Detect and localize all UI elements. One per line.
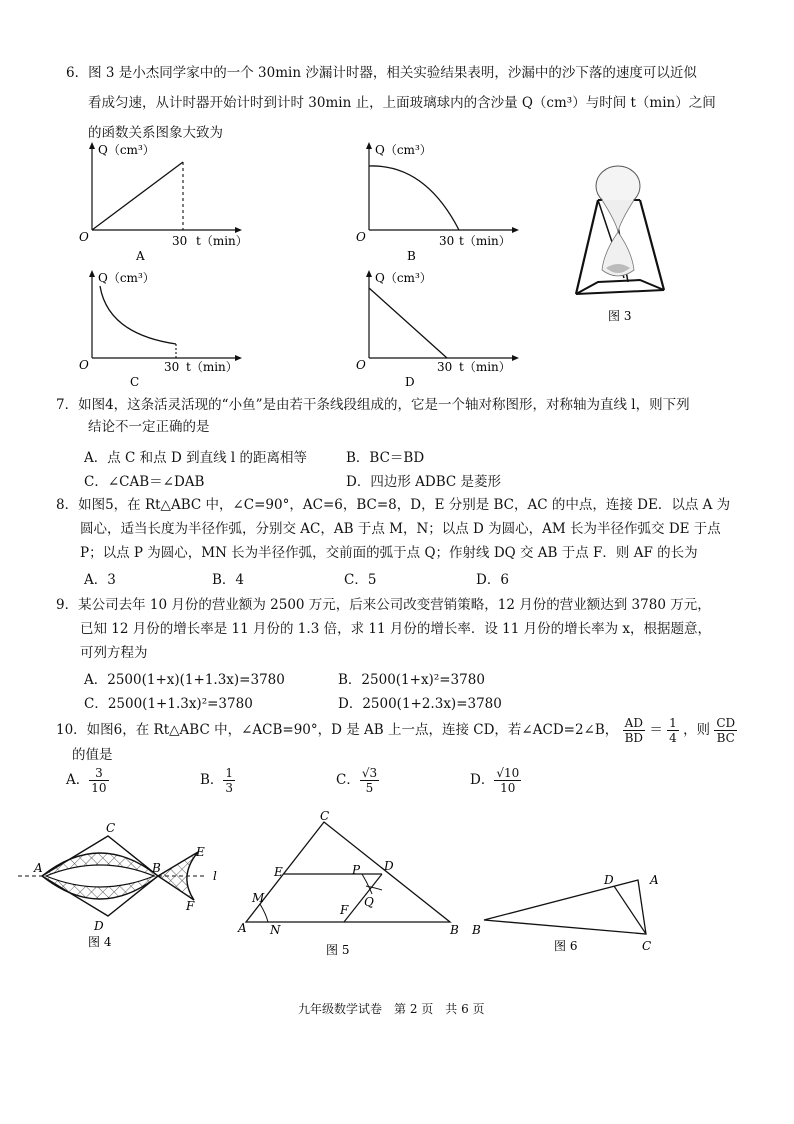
q8-line3: P；以点 P 为圆心，MN 长为半径作弧，交前面的弧于点 Q；作射线 DQ 交 AB 于点 F．则 AF 的长为 bbox=[80, 545, 698, 561]
q9-option-d: D．2500(1+2.3x)=3780 bbox=[338, 696, 502, 712]
graph-b-ylabel: Q（cm³） bbox=[375, 143, 432, 157]
fig4-label-d: D bbox=[94, 919, 104, 933]
graph-c bbox=[78, 268, 258, 393]
fig5-label-a: A bbox=[238, 921, 247, 935]
q8-line2: 圆心，适当长度为半径作弧，分别交 AC，AB 于点 M，N；以点 D 为圆心，AM 长为半径作弧交 DE 于点 bbox=[80, 521, 721, 537]
fig4-label-a: A bbox=[34, 861, 43, 875]
q10-option-d: D． $\frac{√10}{10}$ bbox=[470, 766, 520, 795]
q7-line1: 7．如图4，这条活灵活现的“小鱼”是由若干条线段组成的，它是一个轴对称图形，对称轴为直线 l，则下列 bbox=[56, 397, 690, 413]
figure-5-triangle bbox=[232, 809, 462, 964]
fig5-label-n: N bbox=[270, 923, 281, 937]
q7-option-c: C．∠CAB＝∠DAB bbox=[84, 474, 205, 490]
graph-a-caption: A bbox=[136, 249, 145, 263]
graph-b-xlabel: t（min） bbox=[459, 234, 511, 248]
fig6-label-a: A bbox=[650, 873, 659, 887]
graph-a-ylabel: Q（cm³） bbox=[98, 143, 155, 157]
graph-b-origin: O bbox=[356, 230, 366, 244]
graph-d-xlabel: t（min） bbox=[459, 360, 511, 374]
fig4-label-e: E bbox=[196, 845, 205, 859]
page-footer: 九年级数学试卷 第 2 页 共 6 页 bbox=[298, 1002, 485, 1016]
fig5-label-e: E bbox=[274, 865, 283, 879]
fig5-label-d: D bbox=[384, 859, 394, 873]
q9-option-c: C．2500(1+1.3x)²=3780 bbox=[84, 696, 253, 712]
q10-option-a: A． $\frac{3}{10}$ bbox=[66, 766, 107, 795]
q10-ratio-cd-bc: $\frac{CD}{BC}$ bbox=[716, 716, 736, 745]
q6-line1: 6．图 3 是小杰同学家中的一个 30min 沙漏计时器，相关实验结果表明，沙漏中的沙下落的速度可以近似 bbox=[66, 65, 697, 81]
graph-a bbox=[78, 140, 258, 265]
fig5-label-f: F bbox=[340, 903, 349, 917]
q7-option-d: D．四边形 ADBC 是菱形 bbox=[346, 474, 501, 490]
figure-4-fish bbox=[18, 818, 238, 953]
graph-c-ylabel: Q（cm³） bbox=[98, 271, 155, 285]
q8-option-c: C．5 bbox=[344, 572, 377, 588]
fig5-caption: 图 5 bbox=[326, 943, 350, 957]
graph-a-origin: O bbox=[79, 230, 89, 244]
graph-c-xtick: 30 bbox=[164, 360, 180, 374]
q8-option-d: D．6 bbox=[476, 572, 509, 588]
graph-d-caption: D bbox=[405, 375, 415, 389]
fig6-caption: 图 6 bbox=[554, 939, 578, 953]
q7-line2: 结论不一定正确的是 bbox=[88, 419, 210, 435]
q9-line1: 9．某公司去年 10 月份的营业额为 2500 万元，后来公司改变营销策略，12 月份的营业额达到 3780 万元， bbox=[56, 597, 711, 613]
graph-c-origin: O bbox=[79, 358, 89, 372]
graph-d-xtick: 30 bbox=[437, 360, 453, 374]
graph-d-origin: O bbox=[356, 358, 366, 372]
q10-option-b: B． $\frac{1}{3}$ bbox=[200, 766, 234, 795]
q10-ratio-ad-bd: $\frac{AD}{BD}$ bbox=[624, 716, 644, 745]
fig4-caption: 图 4 bbox=[88, 935, 112, 949]
fig6-label-b: B bbox=[472, 923, 481, 937]
fig5-label-m: M bbox=[252, 891, 265, 905]
fig4-label-c: C bbox=[106, 821, 116, 835]
q9-option-a: A．2500(1+x)(1+1.3x)=3780 bbox=[84, 672, 285, 688]
q10-then: ，则 bbox=[683, 722, 711, 738]
fig5-label-p: P bbox=[352, 863, 361, 877]
q10-line1-text: 10．如图6，在 Rt△ABC 中，∠ACB=90°，D 是 AB 上一点，连接 CD，若∠ACD=2∠B， bbox=[56, 722, 619, 738]
fig5-label-c: C bbox=[320, 809, 330, 823]
graph-d-ylabel: Q（cm³） bbox=[375, 271, 432, 285]
graph-a-xtick: 30 bbox=[172, 234, 188, 248]
q10-equals: ＝ bbox=[649, 722, 663, 738]
q10-ratio-value: $\frac{1}{4}$ bbox=[669, 716, 677, 745]
hourglass-picture bbox=[568, 160, 678, 325]
q6-line2: 看成匀速，从计时器开始计时到计时 30min 止，上面玻璃球内的含沙量 Q（cm³）与时间 t（min）之间 bbox=[88, 95, 716, 111]
q10-option-c: C． $\frac{√3}{5}$ bbox=[336, 766, 378, 795]
figure-3-caption: 图 3 bbox=[608, 309, 632, 323]
fig6-label-c: C bbox=[642, 939, 652, 953]
figure-6-triangle bbox=[470, 862, 690, 962]
graph-b-xtick: 30 bbox=[439, 234, 455, 248]
fig5-label-b: B bbox=[450, 923, 459, 937]
graph-b-caption: B bbox=[407, 249, 416, 263]
q7-option-b: B．BC＝BD bbox=[346, 450, 425, 466]
fig4-label-b: B bbox=[152, 861, 161, 875]
graph-b bbox=[355, 140, 535, 265]
fig4-label-f: F bbox=[186, 899, 195, 913]
graph-a-xlabel: t（min） bbox=[196, 234, 248, 248]
q9-line3: 可列方程为 bbox=[80, 645, 148, 661]
fig5-label-q: Q bbox=[364, 895, 374, 909]
q7-option-a: A．点 C 和点 D 到直线 l 的距离相等 bbox=[84, 450, 307, 466]
q9-option-b: B．2500(1+x)²=3780 bbox=[338, 672, 485, 688]
graph-d bbox=[355, 268, 535, 393]
fig4-label-l: l bbox=[213, 869, 217, 883]
q10-line1 bbox=[56, 716, 737, 745]
graph-c-caption: C bbox=[130, 375, 140, 389]
fig6-label-d: D bbox=[604, 873, 614, 887]
q10-line2: 的值是 bbox=[72, 747, 113, 763]
q9-line2: 已知 12 月份的增长率是 11 月份的 1.3 倍，求 11 月份的增长率．设 11 月份的增长率为 x，根据题意， bbox=[80, 621, 711, 637]
q8-option-a: A．3 bbox=[84, 572, 116, 588]
graph-c-xlabel: t（min） bbox=[186, 360, 238, 374]
q8-line1: 8．如图5，在 Rt△ABC 中，∠C=90°，AC=6，BC=8，D，E 分别是 BC，AC 的中点，连接 DE．以点 A 为 bbox=[56, 497, 731, 513]
q8-option-b: B．4 bbox=[212, 572, 245, 588]
q6-line3: 的函数关系图象大致为 bbox=[88, 125, 223, 141]
